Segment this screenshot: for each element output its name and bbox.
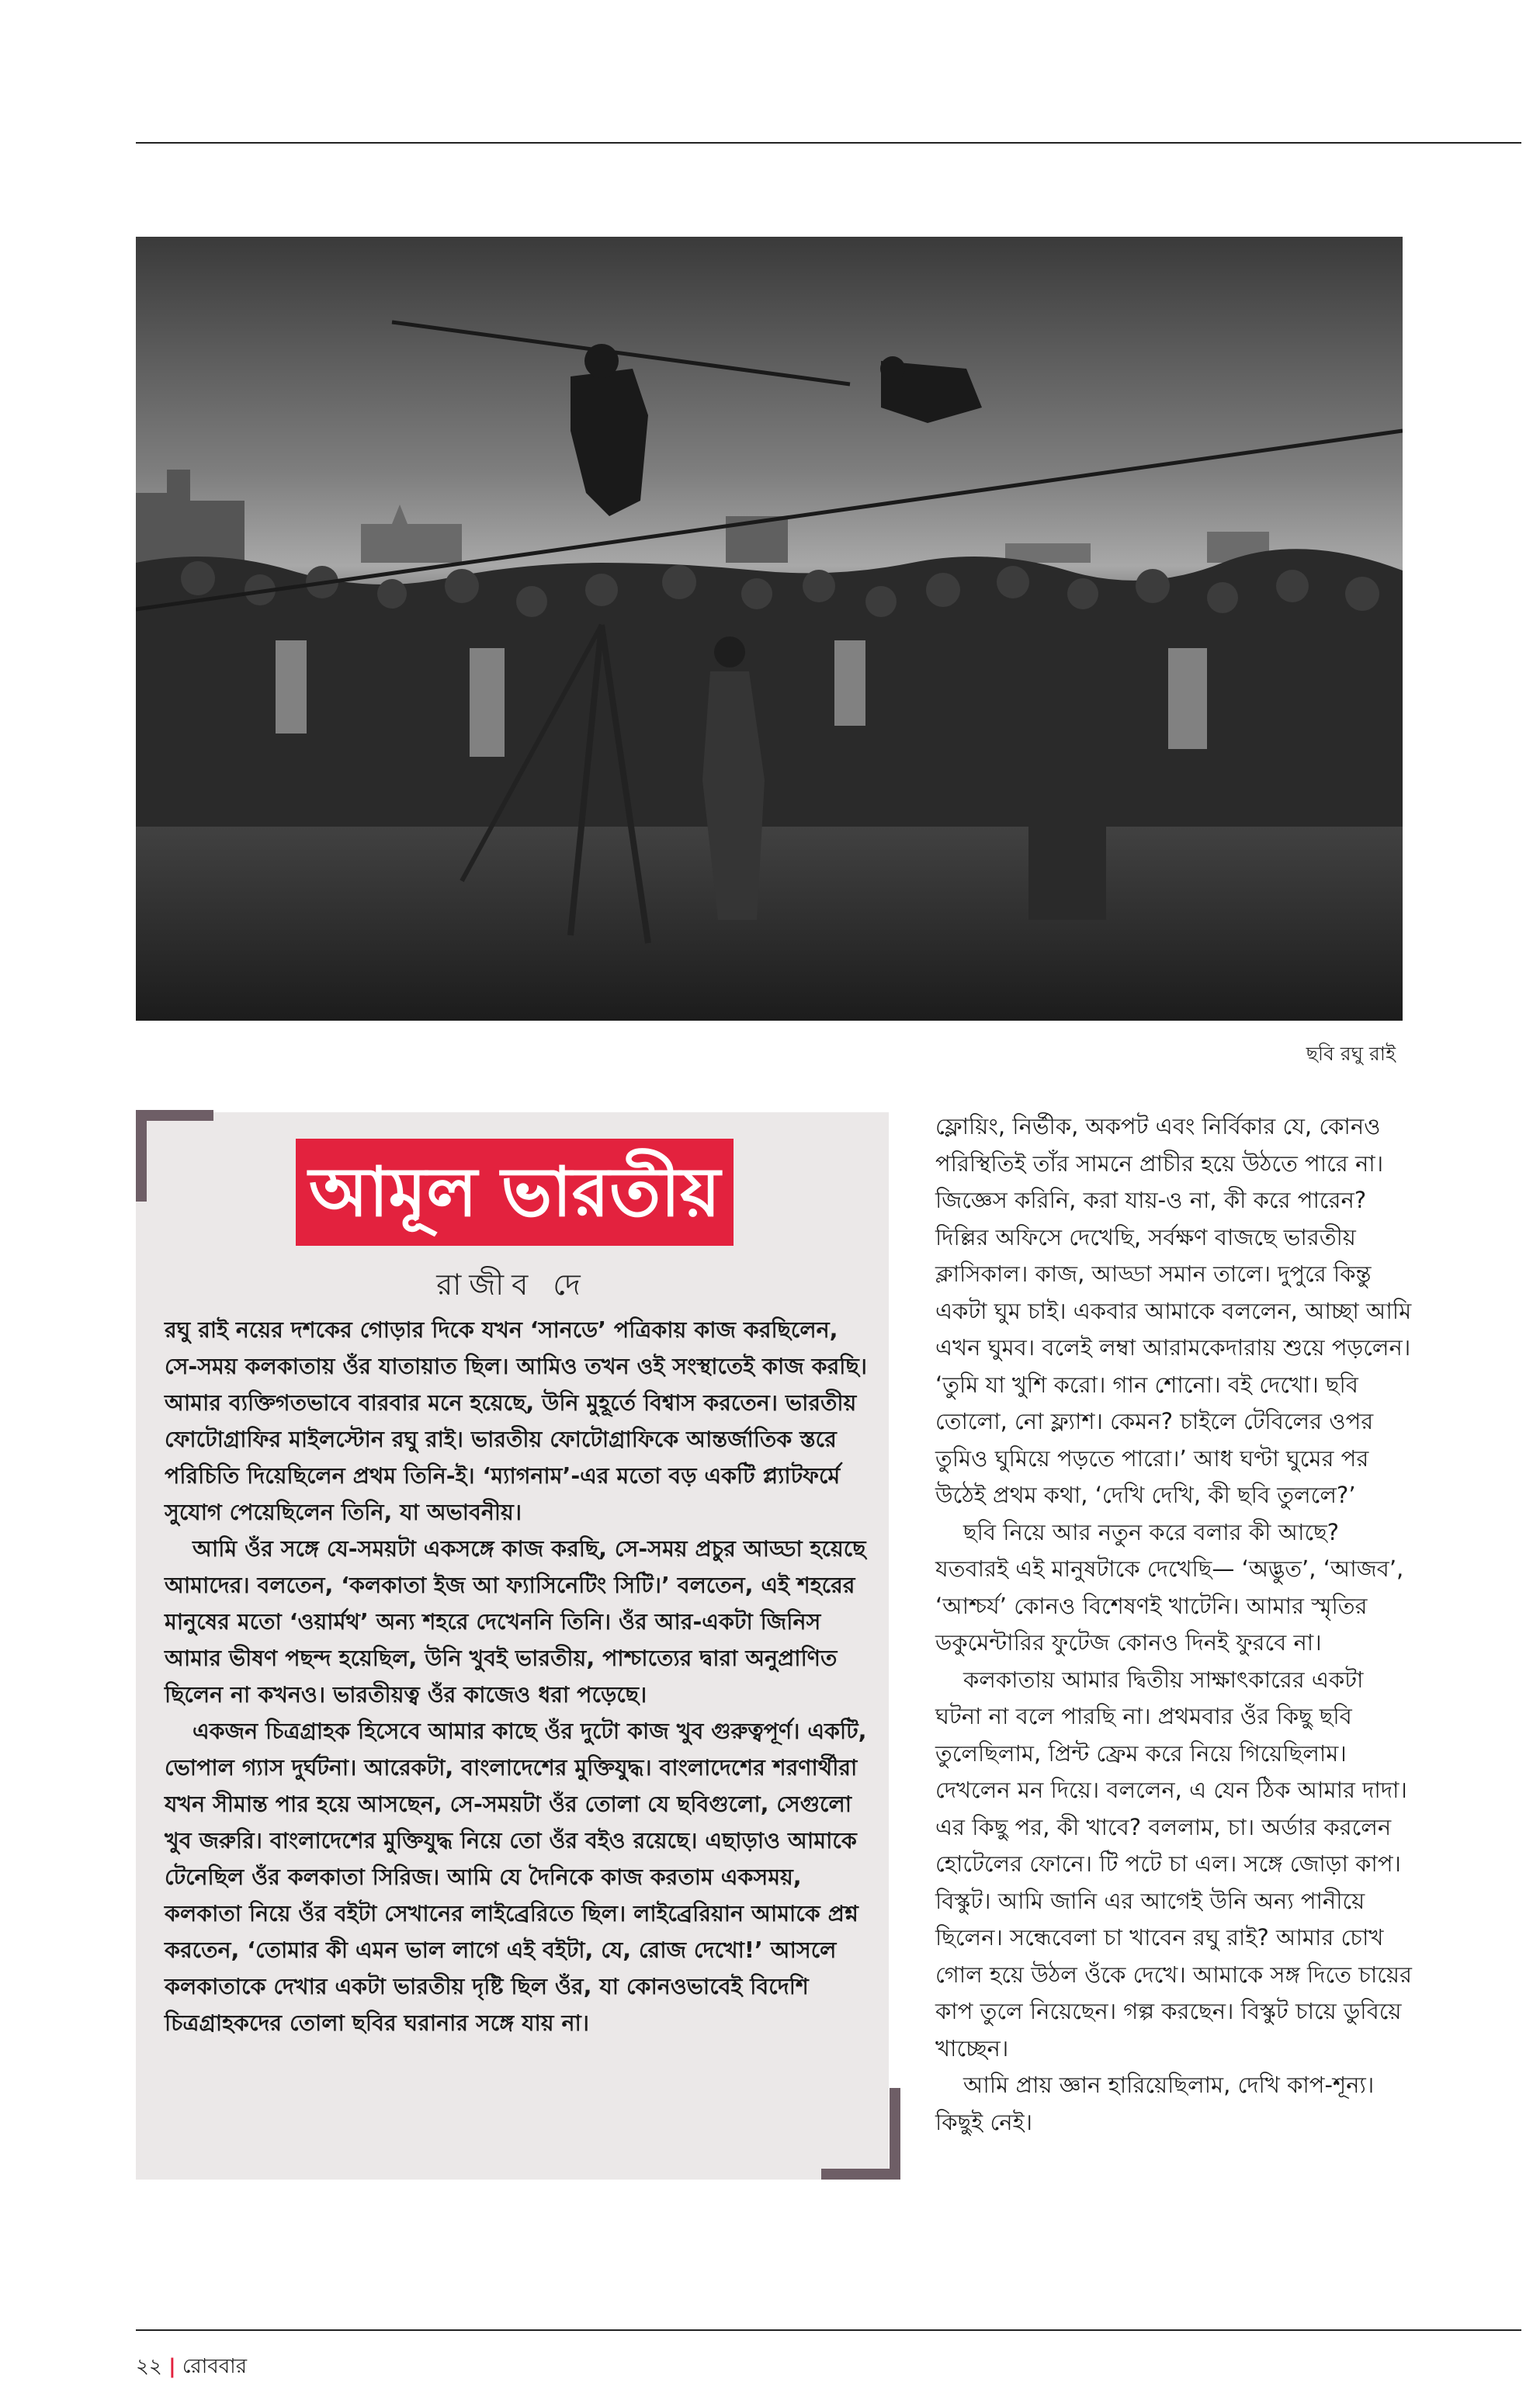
paragraph: কলকাতায় আমার দ্বিতীয় সাক্ষাৎকারের একটা ঘটনা না বলে পারছি না। প্রথমবার ওঁর কিছু ছবি তুলেছিলাম, প্রিন্ট ফ্রেম করে নিয়ে গিয়েছিলাম। দেখলেন মন দিয়ে। বললেন, এ যেন ঠিক আমার দাদা। এর কিছু পর, কী খাবে? বললাম, চা। অর্ডার করলেন হোটেলের ফোনে। টি পটে চা এল। সঙ্গে জোড়া কাপ। বিস্কুট। আমি জানি এর আগেই উনি অন্য পানীয়ে ছিলেন। সন্ধেবেলা চা খাবেন রঘু রাই? আমার চোখ গোল হয়ে উঠল ওঁকে দেখে। আমাকে সঙ্গ দিতে চায়ের কাপ তুলে নিয়েছেন। গল্প করছেন। বিস্কুট চায়ে ডুবিয়ে খাচ্ছেন।: [935, 1666, 1412, 2062]
page-footer: [136, 2350, 247, 2384]
bracket-top-left-vertical: [136, 1110, 147, 1202]
article-body-left: [165, 1312, 867, 2041]
magazine-name: রোববার: [182, 2355, 248, 2378]
paragraph: আমি ওঁর সঙ্গে যে-সময়টা একসঙ্গে কাজ করছি, সে-সময় প্রচুর আড্ডা হয়েছে আমাদের। বলতেন, ‘কলকাতা ইজ আ ফ্যাসিনেটিং সিটি।’ বলতেন, এই শহরের মানুষের মতো ‘ওয়ার্মথ’ অন্য শহরে দেখেননি তিনি। ওঁর আর-একটা জিনিস আমার ভীষণ পছন্দ হয়েছিল, উনি খুবই ভারতীয়, পাশ্চাত্যের দ্বারা অনুপ্রাণিত ছিলেন না কখনও। ভারতীয়ত্ব ওঁর কাজেও ধরা পড়েছে।: [165, 1536, 866, 1708]
paragraph: রঘু রাই নয়ের দশকের গোড়ার দিকে যখন ‘সানডে’ পত্রিকায় কাজ করছিলেন, সে-সময় কলকাতায় ওঁর যাতায়াত ছিল। আমিও তখন ওই সংস্থাতেই কাজ করছি। আমার ব্যক্তিগতভাবে বারবার মনে হয়েছে, উনি মুহূর্তে বিশ্বাস করতেন। ভারতীয় ফোটোগ্রাফির মাইলস্টোন রঘু রাই। ভারতীয় ফোটোগ্রাফিকে আন্তর্জাতিক স্তরে পরিচিতি দিয়েছিলেন প্রথম তিনি-ই। ‘ম্যাগনাম’-এর মতো বড় একটি প্ল্যাটফর্মে সুযোগ পেয়েছিলেন তিনি, যা অভাবনীয়।: [165, 1317, 867, 1525]
page-number: ২২: [136, 2355, 162, 2378]
paragraph: একজন চিত্রগ্রাহক হিসেবে আমার কাছে ওঁর দুটো কাজ খুব গুরুত্বপূর্ণ। একটি, ভোপাল গ্যাস দুর্ঘটনা। আরেকটা, বাংলাদেশের মুক্তিযুদ্ধ। বাংলাদেশের শরণার্থীরা যখন সীমান্ত পার হয়ে আসছেন, সে-সময়টা ওঁর তোলা যে ছবিগুলো, সেগুলো খুব জরুরি। বাংলাদেশের মুক্তিযুদ্ধ নিয়ে তো ওঁর বইও রয়েছে। এছাড়াও আমাকে টেনেছিল ওঁর কলকাতা সিরিজ। আমি যে দৈনিকে কাজ করতাম একসময়, কলকাতা নিয়ে ওঁর বইটা সেখানের লাইব্রেরিতে ছিল। লাইব্রেরিয়ান আমাকে প্রশ্ন করতেন, ‘তোমার কী এমন ভাল লাগে এই বইটা, যে, রোজ দেখো!’ আসলে কলকাতাকে দেখার একটা ভারতীয় দৃষ্টি ছিল ওঁর, যা কোনওভাবেই বিদেশি চিত্রগ্রাহকদের তোলা ছবির ঘরানার সঙ্গে যায় না।: [165, 1718, 867, 2036]
bracket-bottom-right: [821, 2169, 900, 2180]
article-byline: রাজীব দে: [436, 1268, 588, 1302]
article-photo: [136, 237, 1403, 1021]
paragraph: ফ্লোয়িং, নির্ভীক, অকপট এবং নির্বিকার যে, কোনও পরিস্থিতিই তাঁর সামনে প্রাচীর হয়ে উঠতে পারে না। জিজ্ঞেস করিনি, করা যায়-ও না, কী করে পারেন? দিল্লির অফিসে দেখেছি, সর্বক্ষণ বাজছে ভারতীয় ক্লাসিকাল। কাজ, আড্ডা সমান তালে। দুপুরে কিন্তু একটা ঘুম চাই। একবার আমাকে বললেন, আচ্ছা আমি এখন ঘুমব। বলেই লম্বা আরামকেদারায় শুয়ে পড়লেন। ‘তুমি যা খুশি করো। গান শোনো। বই দেখো। ছবি তোলো, নো ফ্ল্যাশ। কেমন? চাইলে টেবিলের ওপর তুমিও ঘুমিয়ে পড়তে পারো।’ আধ ঘণ্টা ঘুমের পর উঠেই প্রথম কথা, ‘দেখি দেখি, কী ছবি তুললে?’: [935, 1113, 1412, 1508]
footer-separator: |: [168, 2355, 176, 2378]
bracket-bottom-right-vertical: [890, 2088, 900, 2180]
bottom-rule: [136, 2329, 1521, 2331]
paragraph: ছবি নিয়ে আর নতুন করে বলার কী আছে? যতবারই এই মানুষটাকে দেখেছি— ‘অদ্ভুত’, ‘আজব’, ‘আশ্চর্য’ কোনও বিশেষণই খাটেনি। আমার স্মৃতির ডকুমেন্টারির ফুটেজ কোনও দিনই ফুরবে না।: [935, 1518, 1404, 1656]
article-body-right: [935, 1108, 1417, 2141]
top-rule: [136, 142, 1521, 144]
bracket-top-left: [136, 1110, 213, 1121]
article-headline: আমূল ভারতীয়: [296, 1139, 734, 1246]
paragraph: আমি প্রায় জ্ঞান হারিয়েছিলাম, দেখি কাপ-শূন্য। কিছুই নেই।: [935, 2072, 1375, 2135]
photo-credit: ছবি রঘু রাই: [1306, 1042, 1396, 1065]
